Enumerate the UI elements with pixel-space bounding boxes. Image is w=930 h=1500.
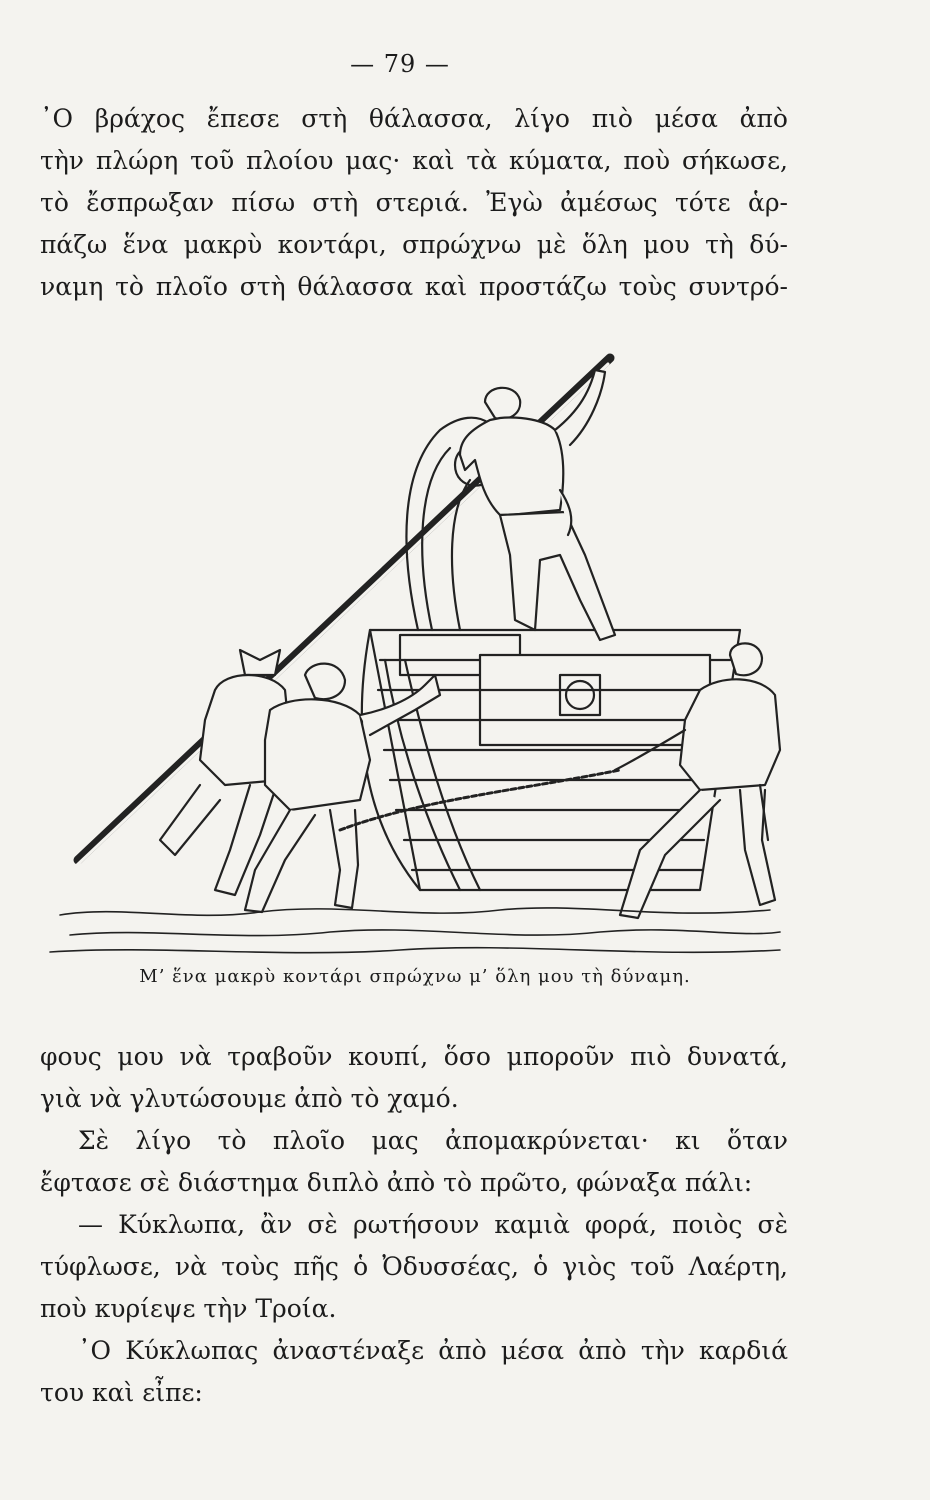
paragraph-top <box>40 98 788 308</box>
text-line: τύφλωσε, νὰ τοὺς πῆς ὁ Ὀδυσσέας, ὁ γιὸς τοῦ Λαέρτη, <box>40 1252 788 1281</box>
text-line: ποὺ κυρίεψε τὴν Τροία. <box>40 1294 337 1323</box>
text-line: γιὰ νὰ γλυτώσουμε ἀπὸ τὸ χαμό. <box>40 1084 459 1113</box>
illustration-caption: Μ’ ἕνα μακρὺ κοντάρι σπρώχνω μ’ ὅλη μου τὴ δύναμη. <box>139 966 691 987</box>
text-line: τὴν πλώρη τοῦ πλοίου μας· καὶ τὰ κύματα, ποὺ σήκωσε, <box>40 146 788 175</box>
text-line: τὸ ἔσπρωξαν πίσω στὴ στεριά. Ἐγὼ ἀμέσως τότε ἁρ- <box>40 188 788 217</box>
page-number: — 79 — <box>350 50 450 78</box>
text-line: ἔφτασε σὲ διάστημα διπλὸ ἀπὸ τὸ πρῶτο, φώναξα πάλι: <box>40 1168 753 1197</box>
paragraph-bottom <box>40 1036 788 1414</box>
text-line: φους μου νὰ τραβοῦν κουπί, ὅσο μποροῦν πιὸ δυνατά, <box>40 1042 788 1071</box>
illustration-ship-pushing <box>40 330 790 970</box>
water <box>50 908 780 953</box>
text-line: ᾿Ο Κύκλωπας ἀναστέναξε ἀπὸ μέσα ἀπὸ τὴν καρδιά <box>78 1336 788 1365</box>
text-line: ᾿Ο βράχος ἔπεσε στὴ θάλασσα, λίγο πιὸ μέσα ἀπὸ <box>40 104 788 133</box>
text-line: — Κύκλωπα, ἂν σὲ ρωτήσουν καμιὰ φορά, ποιὸς σὲ <box>78 1210 788 1239</box>
text-line: Σὲ λίγο τὸ πλοῖο μας ἀπομακρύνεται· κι ὅταν <box>78 1126 788 1155</box>
text-line: ναμη τὸ πλοῖο στὴ θάλασσα καὶ προστάζω τοὺς συντρό- <box>40 272 788 301</box>
figure-standing-man <box>460 370 615 640</box>
text-line: του καὶ εἶπε: <box>40 1378 203 1407</box>
text-line: πάζω ἕνα μακρὺ κοντάρι, σπρώχνω μὲ ὅλη μου τὴ δύ- <box>40 230 788 259</box>
